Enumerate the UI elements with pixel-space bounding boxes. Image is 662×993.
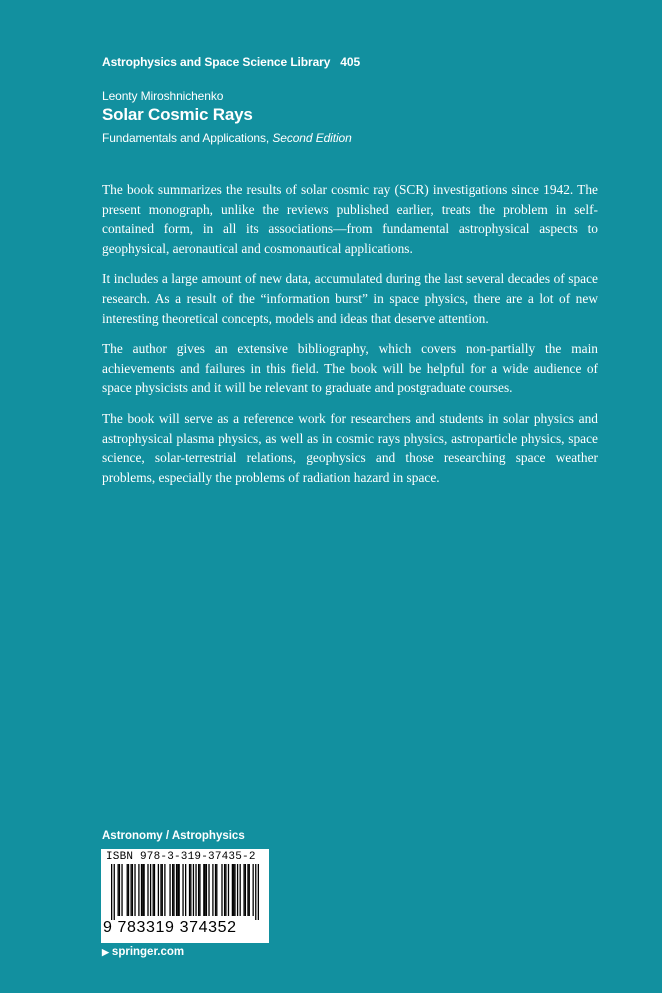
barcode-bar <box>121 864 122 916</box>
barcode-bar <box>143 864 144 916</box>
arrow-right-icon: ▶ <box>102 947 109 957</box>
barcode-bars <box>111 864 259 920</box>
subject-category: Astronomy / Astrophysics <box>102 830 245 842</box>
barcode-bar <box>234 864 235 916</box>
barcode-bar <box>190 864 191 916</box>
barcode-bar <box>141 864 142 916</box>
series-line <box>102 55 360 69</box>
barcode-bar <box>198 864 199 916</box>
barcode-bar <box>249 864 250 916</box>
barcode-bar <box>193 864 194 916</box>
barcode-bar <box>177 864 178 916</box>
barcode-bar <box>111 864 112 920</box>
barcode-bar <box>128 864 129 916</box>
publisher-link[interactable] <box>102 946 184 958</box>
book-title: Solar Cosmic Rays <box>102 105 253 124</box>
barcode-bar <box>160 864 161 916</box>
isbn-label: ISBN 978-3-319-37435-2 <box>106 851 256 863</box>
barcode-bar <box>216 864 217 916</box>
barcode-bar <box>185 864 186 916</box>
barcode-bar <box>114 864 115 920</box>
blurb-paragraph-2: It includes a large amount of new data, accumulated during the last several decades of space research. As a result of the “information burst” in space physics, there are a lot of new interesting theoretical concepts, models and ideas that deserve attention. <box>102 271 598 326</box>
barcode-bar <box>142 864 143 916</box>
barcode-bar <box>150 864 151 916</box>
barcode-bar <box>224 864 225 916</box>
barcode-bar <box>212 864 213 916</box>
barcode-bar <box>233 864 234 916</box>
barcode-bar <box>215 864 216 916</box>
barcode-bar <box>179 864 180 916</box>
barcode-bar <box>228 864 229 916</box>
subtitle-main: Fundamentals and Applications, <box>102 131 270 145</box>
barcode-bar <box>182 864 183 916</box>
barcode-bar <box>130 864 131 916</box>
barcode-bar <box>195 864 196 916</box>
barcode-bar <box>158 864 159 916</box>
barcode-bar <box>127 864 128 916</box>
barcode-bar <box>237 864 238 916</box>
barcode-bar <box>225 864 226 916</box>
barcode-bar <box>134 864 135 916</box>
barcode-bar <box>258 864 259 920</box>
barcode-bar <box>138 864 139 916</box>
barcode-bar <box>232 864 233 916</box>
barcode-bar <box>204 864 205 916</box>
barcode-bar <box>162 864 163 916</box>
book-subtitle <box>102 131 352 145</box>
barcode-bar <box>199 864 200 916</box>
blurb-paragraph-3: The author gives an extensive bibliography, which covers non-partially the main achievements and failures in this field. The book will be helpful for a wide audience of space physicists and it will be relevant to graduate and postgraduate courses. <box>102 341 598 396</box>
barcode-bar <box>206 864 207 916</box>
barcode-bar <box>169 864 170 916</box>
barcode-bar <box>253 864 254 916</box>
barcode-bar <box>154 864 155 916</box>
isbn-digits: 9 783319 374352 <box>103 919 237 936</box>
series-number: 405 <box>340 55 361 69</box>
barcode-bar <box>153 864 154 916</box>
author-name: Leonty Miroshnichenko <box>102 89 224 103</box>
barcode-bar <box>132 864 133 916</box>
blurb <box>102 180 598 498</box>
publisher-url: springer.com <box>111 946 185 958</box>
barcode-bar <box>247 864 248 916</box>
barcode-bar <box>243 864 244 916</box>
subtitle-edition: Second Edition <box>272 131 352 145</box>
barcode-bar <box>176 864 177 916</box>
barcode-bar <box>208 864 209 916</box>
barcode-bar <box>119 864 120 916</box>
series-name: Astrophysics and Space Science Library <box>102 55 331 69</box>
blurb-paragraph-1: The book summarizes the results of solar cosmic ray (SCR) investigations since 1942. The present monograph, unlike the reviews published earlier, treats the problem in self-contained form, in all its associations—from fundamental astrophysical aspects to geophysical, aeronautical and cosmonautical applications. <box>102 182 598 256</box>
barcode-bar <box>189 864 190 916</box>
barcode-bar <box>172 864 173 916</box>
barcode-bar <box>164 864 165 916</box>
barcode-bar <box>147 864 148 916</box>
barcode-bar <box>221 864 222 916</box>
barcode-bar <box>255 864 256 920</box>
barcode-bar <box>117 864 118 916</box>
barcode-bar <box>245 864 246 916</box>
blurb-paragraph-4: The book will serve as a reference work for researchers and students in solar physics and astrophysical plasma physics, as well as in cosmic rays physics, astroparticle physics, space science, solar-terrestrial relations, geophysics and those researching space weather problems, especially the problems of radiation hazard in space. <box>102 410 598 485</box>
barcode-bar <box>203 864 204 916</box>
isbn-barcode <box>101 849 269 943</box>
barcode-bar <box>240 864 241 916</box>
barcode-bar <box>173 864 174 916</box>
